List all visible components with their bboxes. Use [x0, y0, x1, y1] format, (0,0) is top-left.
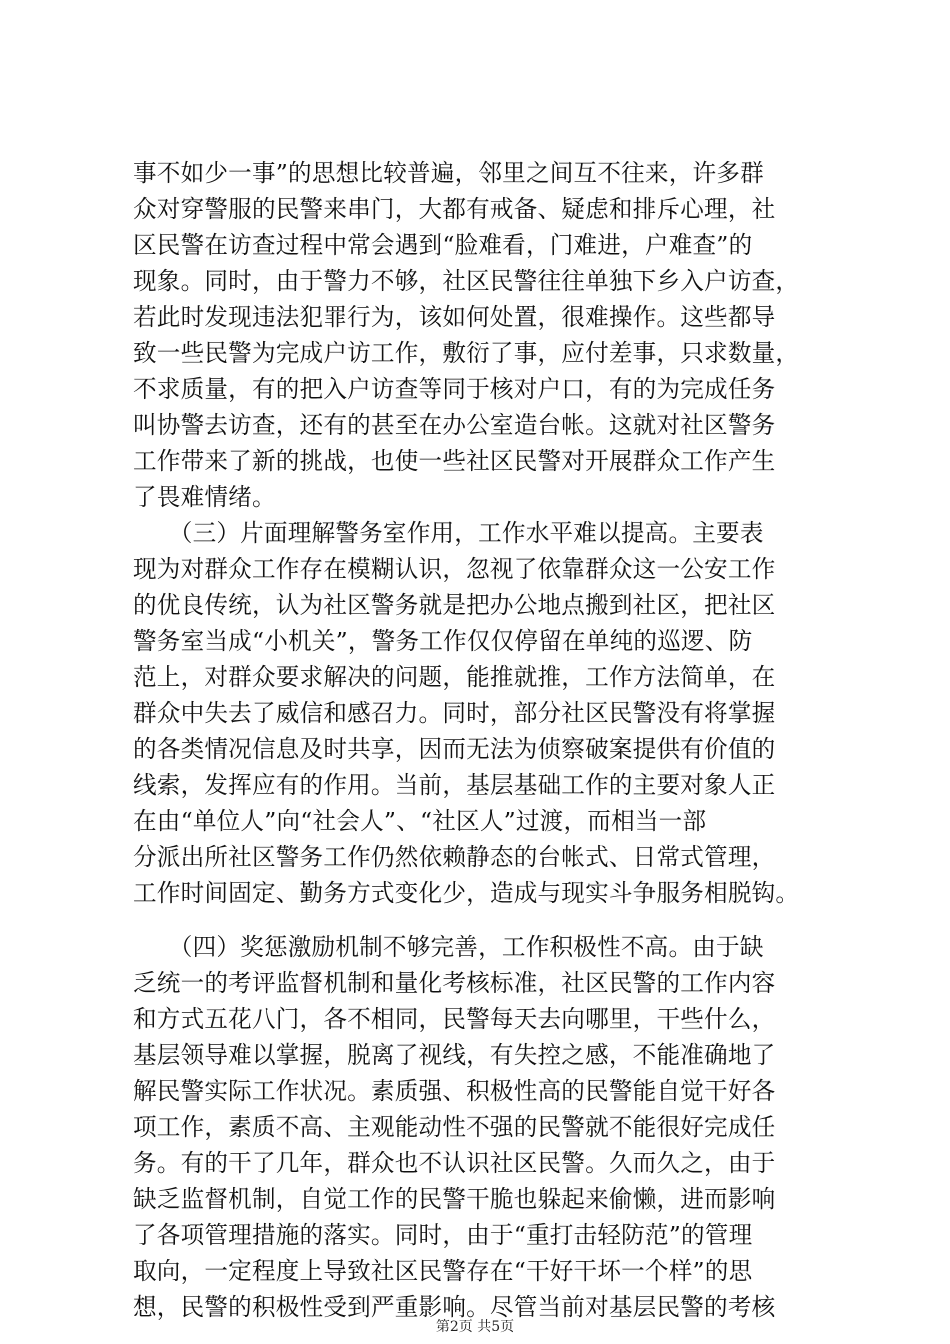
text-line: 基层领导难以掌握，脱离了视线，有失控之感，不能准确地了: [133, 1041, 776, 1069]
text-line: 解民警实际工作状况。素质强、积极性高的民警能自觉干好各: [133, 1077, 776, 1105]
text-line: 分派出所社区警务工作仍然依赖静态的台帐式、日常式管理，: [133, 843, 776, 871]
text-line: 致一些民警为完成户访工作，敷衍了事，应付差事，只求数量，: [133, 339, 800, 367]
text-line: 了各项管理措施的落实。同时，由于“重打击轻防范”的管理: [133, 1221, 753, 1249]
text-line: 和方式五花八门，各不相同，民警每天去向哪里，干些什么，: [133, 1005, 776, 1033]
text-line: （三）片面理解警务室作用，工作水平难以提高。主要表: [133, 519, 764, 547]
page-number-footer: 第2页 共5页: [435, 1319, 515, 1335]
text-line: 工作带来了新的挑战，也使一些社区民警对开展群众工作产生: [133, 447, 776, 475]
text-line: 的优良传统，认为社区警务就是把办公地点搬到社区，把社区: [133, 591, 776, 619]
text-line: 区民警在访查过程中常会遇到“脸难看，门难进，户难查”的: [133, 231, 753, 259]
text-line: （四）奖惩激励机制不够完善，工作积极性不高。由于缺: [133, 933, 764, 961]
text-line: 线索，发挥应有的作用。当前，基层基础工作的主要对象人正: [133, 771, 776, 799]
text-line: 乏统一的考评监督机制和量化考核标准，社区民警的工作内容: [133, 969, 776, 997]
text-line: 叫协警去访查，还有的甚至在办公室造台帐。这就对社区警务: [133, 411, 776, 439]
text-line: 现象。同时，由于警力不够，社区民警往往单独下乡入户访查，: [133, 267, 800, 295]
text-line: 取向，一定程度上导致社区民警存在“干好干坏一个样”的思: [133, 1257, 753, 1285]
text-line: 在由“单位人”向“社会人”、“社区人”过渡，而相当一部: [133, 807, 707, 835]
text-line: 不求质量，有的把入户访查等同于核对户口，有的为完成任务: [133, 375, 776, 403]
text-line: 现为对群众工作存在模糊认识，忽视了依靠群众这一公安工作: [133, 555, 776, 583]
text-line: 缺乏监督机制，自觉工作的民警干脆也躲起来偷懒，进而影响: [133, 1185, 776, 1213]
text-line: 想，民警的积极性受到严重影响。尽管当前对基层民警的考核: [133, 1293, 776, 1321]
text-line: 事不如少一事”的思想比较普遍，邻里之间互不往来，许多群: [133, 159, 764, 187]
text-line: 了畏难情绪。: [133, 483, 276, 511]
text-line: 项工作，素质不高、主观能动性不强的民警就不能很好完成任: [133, 1113, 776, 1141]
text-line: 众对穿警服的民警来串门，大都有戒备、疑虑和排斥心理，社: [133, 195, 776, 223]
text-line: 警务室当成“小机关”，警务工作仅仅停留在单纯的巡逻、防: [133, 627, 753, 655]
text-line: 若此时发现违法犯罪行为，该如何处置，很难操作。这些都导: [133, 303, 776, 331]
text-line: 工作时间固定、勤务方式变化少，造成与现实斗争服务相脱钩。: [133, 879, 800, 907]
text-line: 的各类情况信息及时共享，因而无法为侦察破案提供有价值的: [133, 735, 776, 763]
text-line: 务。有的干了几年，群众也不认识社区民警。久而久之，由于: [133, 1149, 776, 1177]
text-line: 范上，对群众要求解决的问题，能推就推，工作方法简单，在: [133, 663, 776, 691]
text-line: 群众中失去了威信和感召力。同时，部分社区民警没有将掌握: [133, 699, 776, 727]
